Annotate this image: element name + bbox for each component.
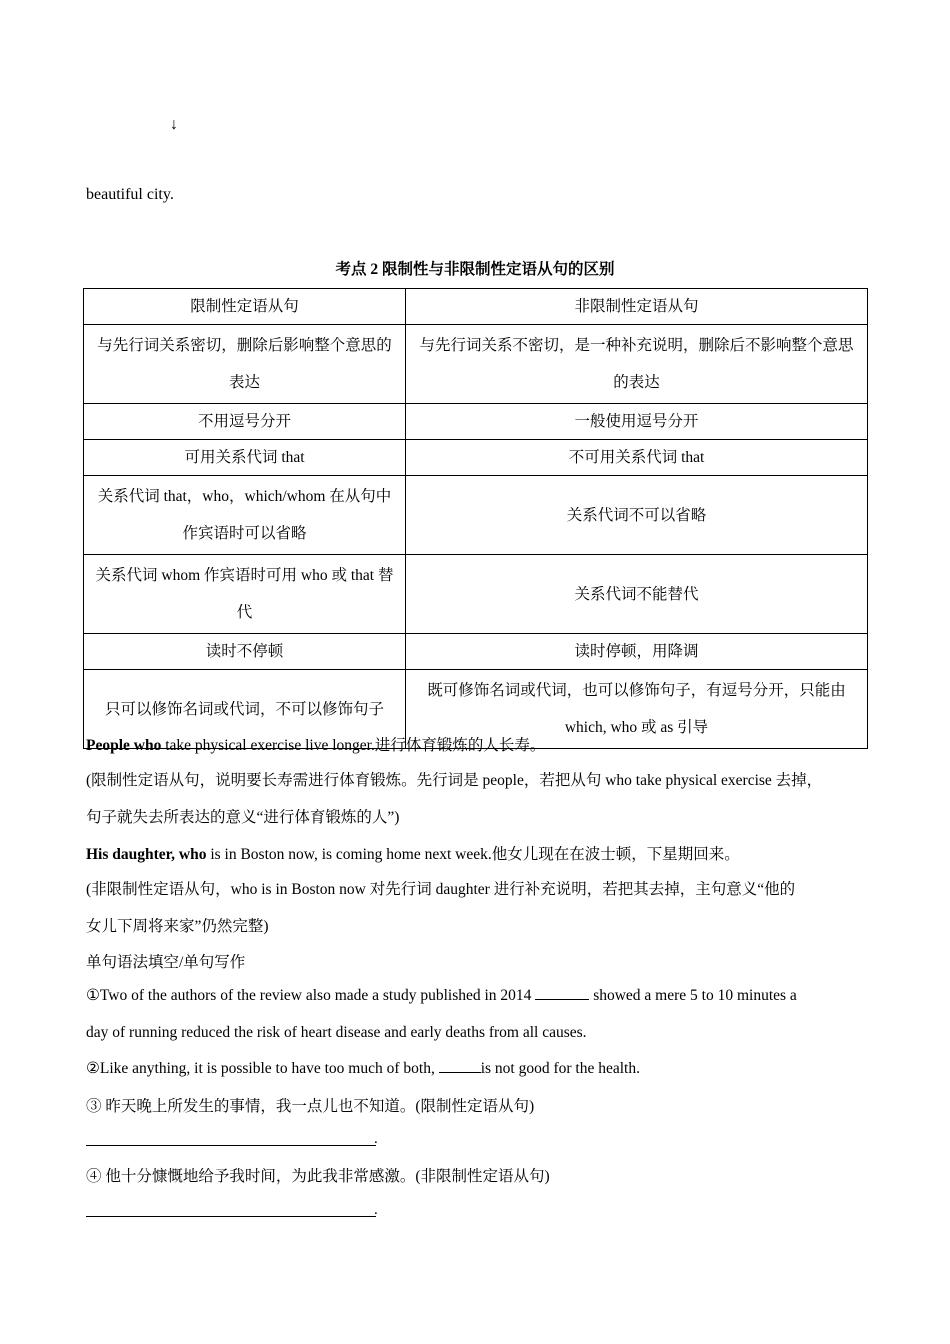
- comparison-table: [83, 288, 868, 749]
- question-1-part-a: ①Two of the authors of the review also made a study published in 2014: [86, 987, 536, 1004]
- table-cell: 可用关系代词 that: [84, 440, 406, 476]
- question-3-period: .: [374, 1131, 378, 1147]
- table-row: [84, 634, 868, 670]
- table-row: [84, 440, 868, 476]
- example-2-bold: His daughter, who: [86, 846, 207, 863]
- example-2-note-line1: (非限制性定语从句，who is in Boston now 对先行词 daughter 进行补充说明，若把其去掉，主句意义“他的: [86, 881, 796, 898]
- question-3: ③ 昨天晚上所发生的事情，我一点儿也不知道。(限制性定语从句): [86, 1098, 535, 1115]
- question-4: ④ 他十分慷慨地给予我时间，为此我非常感激。(非限制性定语从句): [86, 1168, 550, 1185]
- table-row: [84, 404, 868, 440]
- table-cell: 读时停顿，用降调: [406, 634, 868, 670]
- example-1-note-line2: 句子就失去所表达的意义“进行体育锻炼的人”): [86, 809, 400, 826]
- example-2: [86, 842, 740, 864]
- question-1: [86, 986, 797, 1005]
- exercise-heading: 单句语法填空/单句写作: [86, 954, 246, 971]
- example-2-note-line2: 女儿下周将来家”仍然完整): [86, 918, 269, 935]
- table-cell: 关系代词 whom 作宾语时可用 who 或 that 替代: [84, 555, 406, 634]
- question-3-answer-line[interactable]: [86, 1145, 376, 1146]
- table-cell: 既可修饰名词或代词，也可以修饰句子，有逗号分开，只能由 which, who 或 as 引导: [406, 670, 868, 749]
- question-1-blank[interactable]: [535, 999, 589, 1000]
- table-cell: 关系代词 that，who，which/whom 在从句中作宾语时可以省略: [84, 476, 406, 555]
- arrow-symbol: ↓: [170, 116, 178, 133]
- table-cell: 只可以修饰名词或代词，不可以修饰句子: [84, 670, 406, 749]
- table-row: [84, 476, 868, 555]
- header-restrictive: 限制性定语从句: [84, 289, 406, 325]
- table-cell: 关系代词不可以省略: [406, 476, 868, 555]
- header-nonrestrictive: 非限制性定语从句: [406, 289, 868, 325]
- question-2: [86, 1059, 640, 1078]
- table-cell: 读时不停顿: [84, 634, 406, 670]
- table-cell: 与先行词关系不密切，是一种补充说明，删除后不影响整个意思的表达: [406, 325, 868, 404]
- table-cell: 一般使用逗号分开: [406, 404, 868, 440]
- example-1-note-line1: (限制性定语从句，说明要长寿需进行体育锻炼。先行词是 people，若把从句 who take physical exercise 去掉，: [86, 772, 823, 789]
- question-4-answer-line[interactable]: [86, 1216, 376, 1217]
- table-row: [84, 325, 868, 404]
- section-title: 考点 2 限制性与非限制性定语从句的区别: [335, 261, 615, 278]
- table-cell: 与先行词关系密切，删除后影响整个意思的表达: [84, 325, 406, 404]
- example-1-text: take physical exercise live longer.进行体育锻炼的人长寿。: [161, 737, 546, 754]
- question-2-part-a: ②Like anything, it is possible to have too much of both,: [86, 1060, 439, 1077]
- table-header-row: [84, 289, 868, 325]
- question-2-part-b: is not good for the health.: [480, 1060, 640, 1077]
- question-2-blank[interactable]: [439, 1072, 481, 1073]
- table-cell: 不用逗号分开: [84, 404, 406, 440]
- table-cell: 关系代词不能替代: [406, 555, 868, 634]
- example-1-bold: People who: [86, 737, 162, 754]
- question-1-part-b: showed a mere 5 to 10 minutes a: [589, 987, 797, 1004]
- example-2-text: is in Boston now, is coming home next week.他女儿现在在波士顿，下星期回来。: [206, 846, 740, 863]
- question-4-period: .: [374, 1202, 378, 1218]
- continuation-text: beautiful city.: [86, 186, 174, 203]
- question-1-line2: day of running reduced the risk of heart disease and early deaths from all causes.: [86, 1024, 587, 1041]
- example-1: [86, 733, 545, 755]
- table-row: [84, 555, 868, 634]
- table-cell: 不可用关系代词 that: [406, 440, 868, 476]
